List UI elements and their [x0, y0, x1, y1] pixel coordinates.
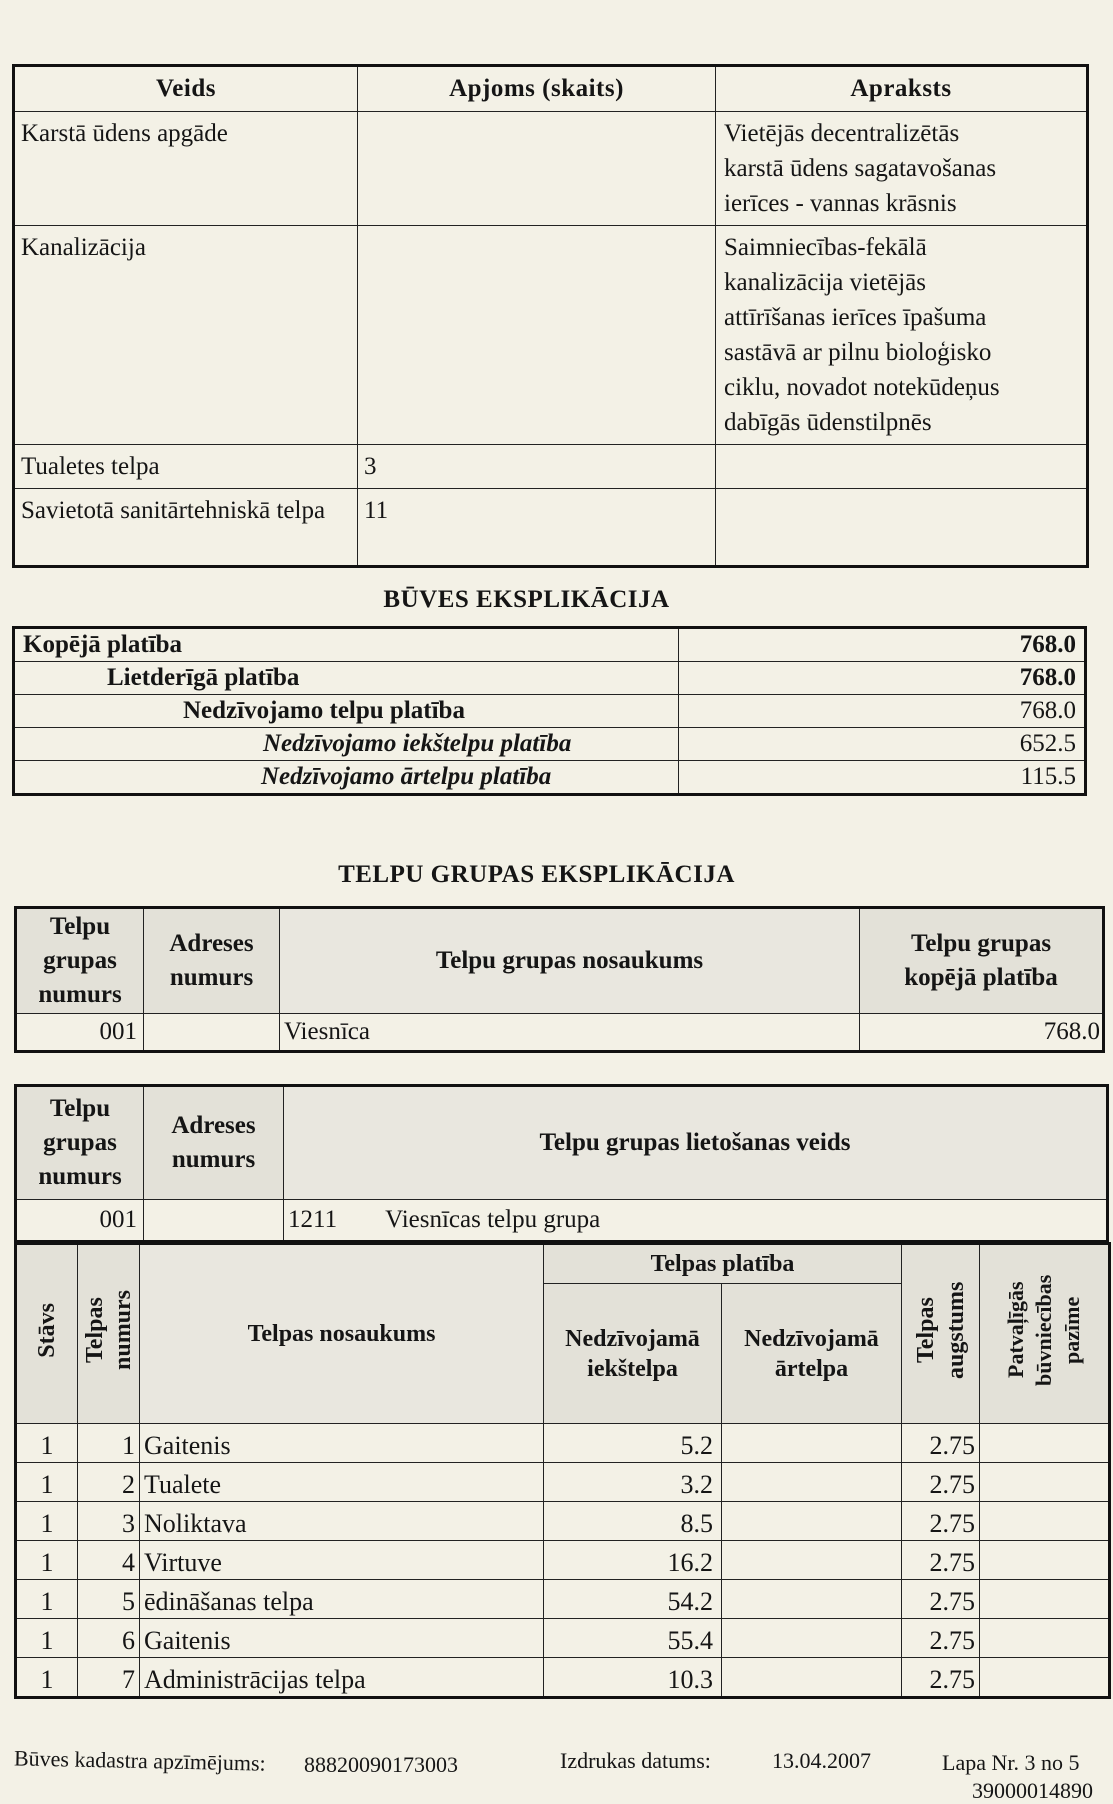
utilities-table: [12, 64, 1089, 568]
table-row: [16, 1580, 1110, 1619]
column-header-outdoor: Nedzīvojamā ārtelpa: [722, 1284, 902, 1424]
table-row: [16, 1658, 1110, 1698]
address-number: [144, 1014, 280, 1052]
utility-amount: [358, 226, 716, 445]
table-row: [14, 112, 1088, 226]
area-label: Kopējā platība: [14, 628, 679, 662]
floor: 1: [16, 1658, 78, 1698]
group-usage-table: [14, 1084, 1109, 1243]
outdoor-area: [722, 1424, 902, 1463]
table-row: [16, 1014, 1104, 1052]
area-value: 768.0: [679, 628, 1086, 662]
room-height: 2.75: [902, 1502, 980, 1541]
table-row: [16, 1502, 1110, 1541]
utility-type: Karstā ūdens apgāde: [14, 112, 358, 226]
description-line: sastāvā ar pilnu bioloģisko: [724, 339, 992, 366]
column-header-address-number: Adreses numurs: [144, 1086, 284, 1200]
area-label: Nedzīvojamo ārtelpu platība: [14, 761, 679, 795]
area-value: 115.5: [679, 761, 1086, 795]
unauthorized-mark: [980, 1619, 1110, 1658]
room-name: Gaitenis: [140, 1619, 544, 1658]
table-row: [14, 761, 1086, 795]
room-name: ēdināšanas telpa: [140, 1580, 544, 1619]
room-height: 2.75: [902, 1580, 980, 1619]
column-header-indoor: Nedzīvojamā iekštelpa: [544, 1284, 722, 1424]
column-header-type: Veids: [14, 66, 358, 112]
room-number: 2: [78, 1463, 140, 1502]
outdoor-area: [722, 1580, 902, 1619]
room-name: Noliktava: [140, 1502, 544, 1541]
column-header-height: Telpas augstums: [902, 1244, 980, 1424]
room-name: Tualete: [140, 1463, 544, 1502]
table-row: [16, 1541, 1110, 1580]
table-row: [16, 1463, 1110, 1502]
unauthorized-mark: [980, 1580, 1110, 1619]
description-line: karstā ūdens sagatavošanas: [724, 155, 997, 182]
room-number: 6: [78, 1619, 140, 1658]
floor: 1: [16, 1502, 78, 1541]
table-row: [14, 445, 1088, 489]
outdoor-area: [722, 1463, 902, 1502]
room-name: Virtuve: [140, 1541, 544, 1580]
table-row: [14, 628, 1086, 662]
utility-type: Tualetes telpa: [14, 445, 358, 489]
description-line: kanalizācija vietējās: [724, 269, 926, 296]
usage-type: [284, 1200, 1108, 1242]
page-number: Lapa Nr. 3 no 5: [942, 1750, 1080, 1775]
column-header-group-number: Telpu grupas numurs: [16, 1086, 144, 1200]
room-height: 2.75: [902, 1463, 980, 1502]
document-code: 39000014890: [972, 1778, 1093, 1803]
column-header-group-name: Telpu grupas nosaukums: [280, 908, 860, 1014]
description-line: ierīces - vannas krāsnis: [724, 190, 957, 217]
address-number: [144, 1200, 284, 1242]
unauthorized-mark: [980, 1463, 1110, 1502]
room-number: 4: [78, 1541, 140, 1580]
indoor-area: 54.2: [544, 1580, 722, 1619]
unauthorized-mark: [980, 1541, 1110, 1580]
room-number: 7: [78, 1658, 140, 1698]
floor: 1: [16, 1580, 78, 1619]
cadastre-label: Būves kadastra apzīmējums:: [13, 1745, 266, 1776]
group-name: Viesnīca: [280, 1014, 860, 1052]
description-line: dabīgās ūdenstilpnēs: [724, 409, 932, 436]
usage-name: Viesnīcas telpu grupa: [385, 1206, 601, 1233]
table-row: [14, 226, 1088, 445]
outdoor-area: [722, 1502, 902, 1541]
column-header-group-number: Telpu grupas numurs: [16, 908, 144, 1014]
room-height: 2.75: [902, 1619, 980, 1658]
utility-amount: 11: [358, 489, 716, 567]
room-name: Administrācijas telpa: [140, 1658, 544, 1698]
room-number: 3: [78, 1502, 140, 1541]
indoor-area: 8.5: [544, 1502, 722, 1541]
area-value: 768.0: [679, 695, 1086, 728]
floor: 1: [16, 1424, 78, 1463]
area-label: Lietderīgā platība: [14, 662, 679, 695]
table-row: [16, 1424, 1110, 1463]
column-header-group-area: Telpu grupas kopējā platība: [860, 908, 1104, 1014]
floor: 1: [16, 1619, 78, 1658]
unauthorized-mark: [980, 1502, 1110, 1541]
column-header-description: Apraksts: [716, 66, 1088, 112]
utility-type: Kanalizācija: [14, 226, 358, 445]
column-header-room-area: Telpas platība: [544, 1244, 902, 1284]
outdoor-area: [722, 1658, 902, 1698]
table-row: [16, 1619, 1110, 1658]
description-line: attīrīšanas ierīces īpašuma: [724, 304, 987, 331]
group-number: 001: [16, 1200, 144, 1242]
column-header-unauthorized: Patvaļīgās būvniecības pazīme: [980, 1244, 1110, 1424]
utility-description: [716, 112, 1088, 226]
room-height: 2.75: [902, 1658, 980, 1698]
column-header-usage-type: Telpu grupas lietošanas veids: [284, 1086, 1108, 1200]
floor: 1: [16, 1541, 78, 1580]
table-row: [14, 662, 1086, 695]
outdoor-area: [722, 1619, 902, 1658]
column-header-address-number: Adreses numurs: [144, 908, 280, 1014]
room-height: 2.75: [902, 1424, 980, 1463]
unauthorized-mark: [980, 1424, 1110, 1463]
outdoor-area: [722, 1541, 902, 1580]
area-value: 768.0: [679, 662, 1086, 695]
usage-code: 1211: [288, 1206, 338, 1233]
group-area: 768.0: [860, 1014, 1104, 1052]
group-explication-table: [14, 906, 1105, 1053]
column-header-room-name: Telpas nosaukums: [140, 1244, 544, 1424]
indoor-area: 3.2: [544, 1463, 722, 1502]
area-value: 652.5: [679, 728, 1086, 761]
indoor-area: 5.2: [544, 1424, 722, 1463]
cadastre-value: 88820090173003: [304, 1752, 458, 1777]
indoor-area: 16.2: [544, 1541, 722, 1580]
room-height: 2.75: [902, 1541, 980, 1580]
building-explication-title: BŪVES EKSPLIKĀCIJA: [383, 586, 670, 613]
table-row: [14, 728, 1086, 761]
area-label: Nedzīvojamo telpu platība: [14, 695, 679, 728]
room-number: 5: [78, 1580, 140, 1619]
area-label: Nedzīvojamo iekštelpu platība: [14, 728, 679, 761]
building-explication-table: [12, 626, 1087, 796]
table-row: [16, 1200, 1108, 1242]
utility-amount: 3: [358, 445, 716, 489]
column-header-room-number: Telpas numurs: [78, 1244, 140, 1424]
room-number: 1: [78, 1424, 140, 1463]
print-date-value: 13.04.2007: [772, 1748, 871, 1773]
rooms-table: [14, 1242, 1111, 1699]
description-line: Saimniecības-fekālā: [724, 234, 927, 261]
indoor-area: 10.3: [544, 1658, 722, 1698]
description-line: ciklu, novadot notekūdeņus: [724, 374, 1000, 401]
group-number: 001: [16, 1014, 144, 1052]
print-date-label: Izdrukas datums:: [560, 1748, 711, 1773]
indoor-area: 55.4: [544, 1619, 722, 1658]
room-name: Gaitenis: [140, 1424, 544, 1463]
utility-description: [716, 489, 1088, 567]
floor: 1: [16, 1463, 78, 1502]
utility-description: [716, 226, 1088, 445]
table-row: [14, 695, 1086, 728]
description-line: Vietējās decentralizētās: [724, 120, 960, 147]
utility-amount: [358, 112, 716, 226]
unauthorized-mark: [980, 1658, 1110, 1698]
utility-description: [716, 445, 1088, 489]
table-row: [14, 489, 1088, 567]
utility-type: Savietotā sanitārtehniskā telpa: [14, 489, 358, 567]
column-header-floor: Stāvs: [16, 1244, 78, 1424]
group-explication-title: TELPU GRUPAS EKSPLIKĀCIJA: [338, 861, 735, 888]
column-header-amount: Apjoms (skaits): [358, 66, 716, 112]
